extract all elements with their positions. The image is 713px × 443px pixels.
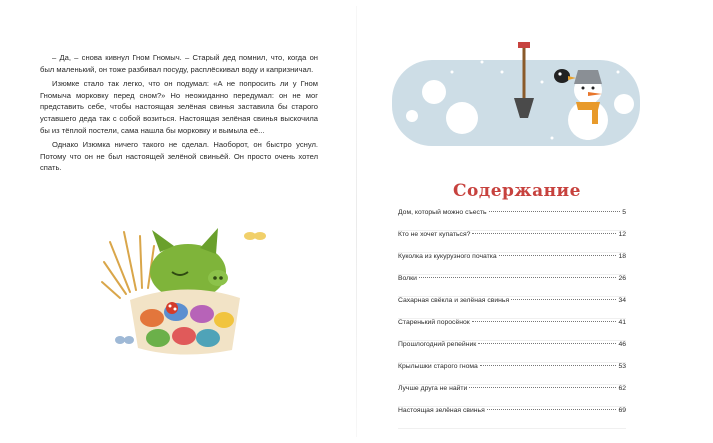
toc-entry-page: 46: [618, 341, 626, 348]
toc-entry-title: Дом, который можно съесть: [398, 209, 487, 216]
toc-entry-page: 69: [618, 407, 626, 414]
toc-entry-title: Куколка из кукурузного початка: [398, 253, 497, 260]
toc-leader: [487, 409, 617, 410]
toc-entry: [398, 363, 626, 385]
toc-entry: [398, 275, 626, 297]
toc-title: Содержание: [453, 181, 581, 201]
straw-icon: [102, 232, 154, 298]
pig-illustration: [100, 222, 270, 362]
toc-entry: [398, 209, 626, 231]
story-text: [40, 52, 318, 177]
toc-entry-title: Кто не хочет купаться?: [398, 231, 471, 238]
toc-leader: [499, 255, 617, 256]
toc-entry: [398, 319, 626, 341]
toc-entry: [398, 297, 626, 319]
toc-leader: [419, 277, 617, 278]
toc-entry-title: Сахарная свёкла и зелёная свинья: [398, 297, 510, 304]
story-paragraph: Однако Изюмка ничего такого не сделал. Наоборот, он быстро уснул. Потому что он не был настоящей зелёной свиньёй. Он просто очень хотел спать.: [40, 140, 318, 173]
toc-leader: [478, 343, 616, 344]
toc-leader: [472, 321, 617, 322]
pig-head-icon: [150, 228, 228, 300]
toc-entry-page: 62: [618, 385, 626, 392]
story-paragraph: Изюмке стало так легко, что он подумал: «А не попросить ли у Гном Гномыча морковку перед сном?» Но неожиданно передумал: он не мог представить себе, чтобы настоящая зелёная свинья заставила бы старого уставшего деда так с собой возиться. Настоящая зелёная свинья выскочила бы из тёплой постели, сама нашла бы морковку и вымыла её...: [40, 79, 318, 135]
toc-entry: [398, 385, 626, 407]
toc-entry-page: 41: [618, 319, 626, 326]
toc-entry-page: 34: [618, 297, 626, 304]
toc-entry-page: 26: [618, 275, 626, 282]
toc-entry-title: Прошлогодний репейник: [398, 341, 477, 348]
toc-leader: [480, 365, 617, 366]
butterfly-icon: [115, 336, 134, 344]
toc-entry-title: Крылышки старого гнома: [398, 363, 478, 370]
toc-entry-title: Старенький поросёнок: [398, 319, 470, 326]
story-paragraph: – Да, – снова кивнул Гном Гномыч. – Старый дед помнил, что, когда он был маленький, он тоже разбивал посуду, расплёскивал воду и капризничал.: [40, 53, 318, 74]
toc-leader: [469, 387, 616, 388]
toc-entry-title: Лучше друга не найти: [398, 385, 468, 392]
toc-entry-page: 12: [618, 231, 626, 238]
toc-entry-page: 18: [618, 253, 626, 260]
toc-entry: [398, 253, 626, 275]
toc-leader: [472, 233, 616, 234]
toc-leader: [511, 299, 616, 300]
toc-entry: [398, 341, 626, 363]
toc-entry: [398, 231, 626, 253]
toc-entry: [398, 407, 626, 429]
toc-entry-title: Настоящая зелёная свинья: [398, 407, 485, 414]
book-gutter: [356, 6, 357, 437]
snowman-illustration: [392, 42, 640, 162]
toc-entry-page: 53: [618, 363, 626, 370]
table-of-contents: [398, 209, 626, 429]
toc-entry-title: Волки: [398, 275, 417, 282]
toc-leader: [489, 211, 621, 212]
quilt-icon: [130, 289, 240, 354]
butterfly-icon: [244, 232, 266, 240]
toc-entry-page: 5: [622, 209, 626, 216]
